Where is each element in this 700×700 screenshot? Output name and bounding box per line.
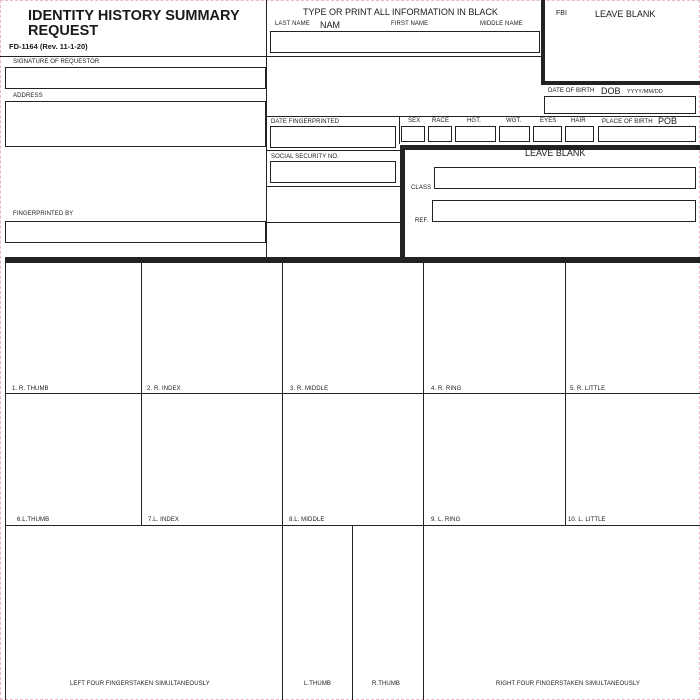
attr-sep-0 — [399, 117, 400, 144]
divider-left-center — [266, 0, 267, 258]
finger-label-r-ring: 4. R. RING — [431, 386, 462, 392]
leave-blank-box-left — [400, 145, 405, 261]
finger-label-l-thumb: 6.L.THUMB — [17, 517, 50, 523]
instruction-text: TYPE OR PRINT ALL INFORMATION IN BLACK — [303, 7, 498, 17]
left-four-label: LEFT FOUR FINGERSTAKEN SIMULTANEOUSLY — [70, 681, 210, 687]
dob-value: DOB — [601, 86, 621, 96]
date-fingerprinted-field[interactable] — [270, 126, 396, 148]
signature-label: SIGNATURE OF REQUESTOR — [13, 59, 100, 65]
dob-label: DATE OF BIRTH — [548, 88, 595, 94]
finger-label-r-thumb: 1. R. THUMB — [12, 386, 49, 392]
form-number: FD-1164 (Rev. 11-1-20) — [9, 42, 88, 51]
fingerprinted-by-label: FINGERPRINTED BY — [13, 211, 74, 217]
finger-label-r-index: 2. R. INDEX — [147, 386, 181, 392]
eyes-field[interactable] — [533, 126, 562, 142]
right-four-label: RIGHT FOUR FINGERSTAKEN SIMULTANEOUSLY — [496, 681, 640, 687]
hgt-field[interactable] — [455, 126, 496, 142]
finger-label-r-middle: 3. R. MIDDLE — [290, 386, 329, 392]
fingerprinted-by-field[interactable] — [5, 221, 266, 243]
last-name-label: LAST NAME — [275, 21, 310, 27]
dob-field[interactable] — [544, 96, 696, 114]
grid-row-1 — [5, 393, 700, 394]
hair-label: HAIR — [571, 118, 586, 124]
sex-label: SEX — [408, 118, 421, 124]
race-field[interactable] — [428, 126, 452, 142]
fbi-box-bottom-border — [541, 81, 700, 85]
divider-name-block — [267, 56, 541, 57]
fbi-box-left-border — [541, 0, 545, 84]
name-field[interactable] — [270, 31, 540, 53]
finger-label-l-middle: 8.L. MIDDLE — [289, 517, 325, 523]
ssn-label: SOCIAL SECURITY NO. — [271, 154, 339, 160]
grid-col-thumbs — [352, 525, 353, 700]
first-name-label: FIRST NAME — [391, 21, 429, 27]
grid-col-4 — [565, 263, 566, 525]
wgt-field[interactable] — [499, 126, 530, 142]
wgt-label: WGT. — [506, 118, 522, 124]
ref-field[interactable] — [432, 200, 696, 222]
race-label: RACE — [432, 118, 450, 124]
class-label: CLASS — [411, 185, 432, 191]
leave-blank-box-title: LEAVE BLANK — [525, 148, 586, 158]
sex-field[interactable] — [401, 126, 425, 142]
hgt-label: HGT. — [467, 118, 482, 124]
pob-value: POB — [658, 116, 678, 126]
r-thumb-label: R.THUMB — [372, 681, 401, 687]
ssn-field[interactable] — [270, 161, 396, 183]
divider-title — [0, 56, 267, 57]
finger-label-r-little: 5. R. LITTLE — [570, 386, 606, 392]
grid-col-3 — [423, 263, 424, 700]
divider-center-2 — [267, 186, 401, 187]
divider-center-3 — [267, 222, 401, 223]
hair-field[interactable] — [565, 126, 594, 142]
fbi-label: FBI — [556, 10, 567, 17]
pob-field[interactable] — [598, 126, 696, 142]
grid-col-1 — [141, 263, 142, 525]
finger-label-l-ring: 9. L. RING — [431, 517, 461, 523]
address-field[interactable] — [5, 101, 266, 147]
pob-label: PLACE OF BIRTH — [602, 119, 653, 125]
eyes-label: EYES — [540, 118, 557, 124]
grid-row-2 — [5, 525, 700, 526]
l-thumb-label: L.THUMB — [304, 681, 332, 687]
class-field[interactable] — [434, 167, 696, 189]
middle-name-label: MIDDLE NAME — [480, 21, 523, 27]
last-name-value: NAM — [320, 20, 340, 30]
finger-label-l-little: 10. L. LITTLE — [568, 517, 606, 523]
grid-col-2 — [282, 263, 283, 700]
divider-attributes-top — [267, 116, 700, 117]
finger-grid-top-border — [5, 257, 700, 263]
address-label: ADDRESS — [13, 93, 43, 99]
dob-format: YYYY/MM/DD — [627, 89, 663, 95]
ref-label: REF. — [415, 218, 429, 224]
form-title: IDENTITY HISTORY SUMMARY REQUEST — [28, 8, 240, 39]
finger-label-l-index: 7.L. INDEX — [148, 517, 180, 523]
signature-field[interactable] — [5, 67, 266, 89]
divider-center-1 — [267, 150, 401, 151]
leave-blank-top: LEAVE BLANK — [595, 9, 656, 19]
grid-left-border — [5, 263, 6, 700]
date-fingerprinted-label: DATE FINGERPRINTED — [271, 119, 340, 125]
